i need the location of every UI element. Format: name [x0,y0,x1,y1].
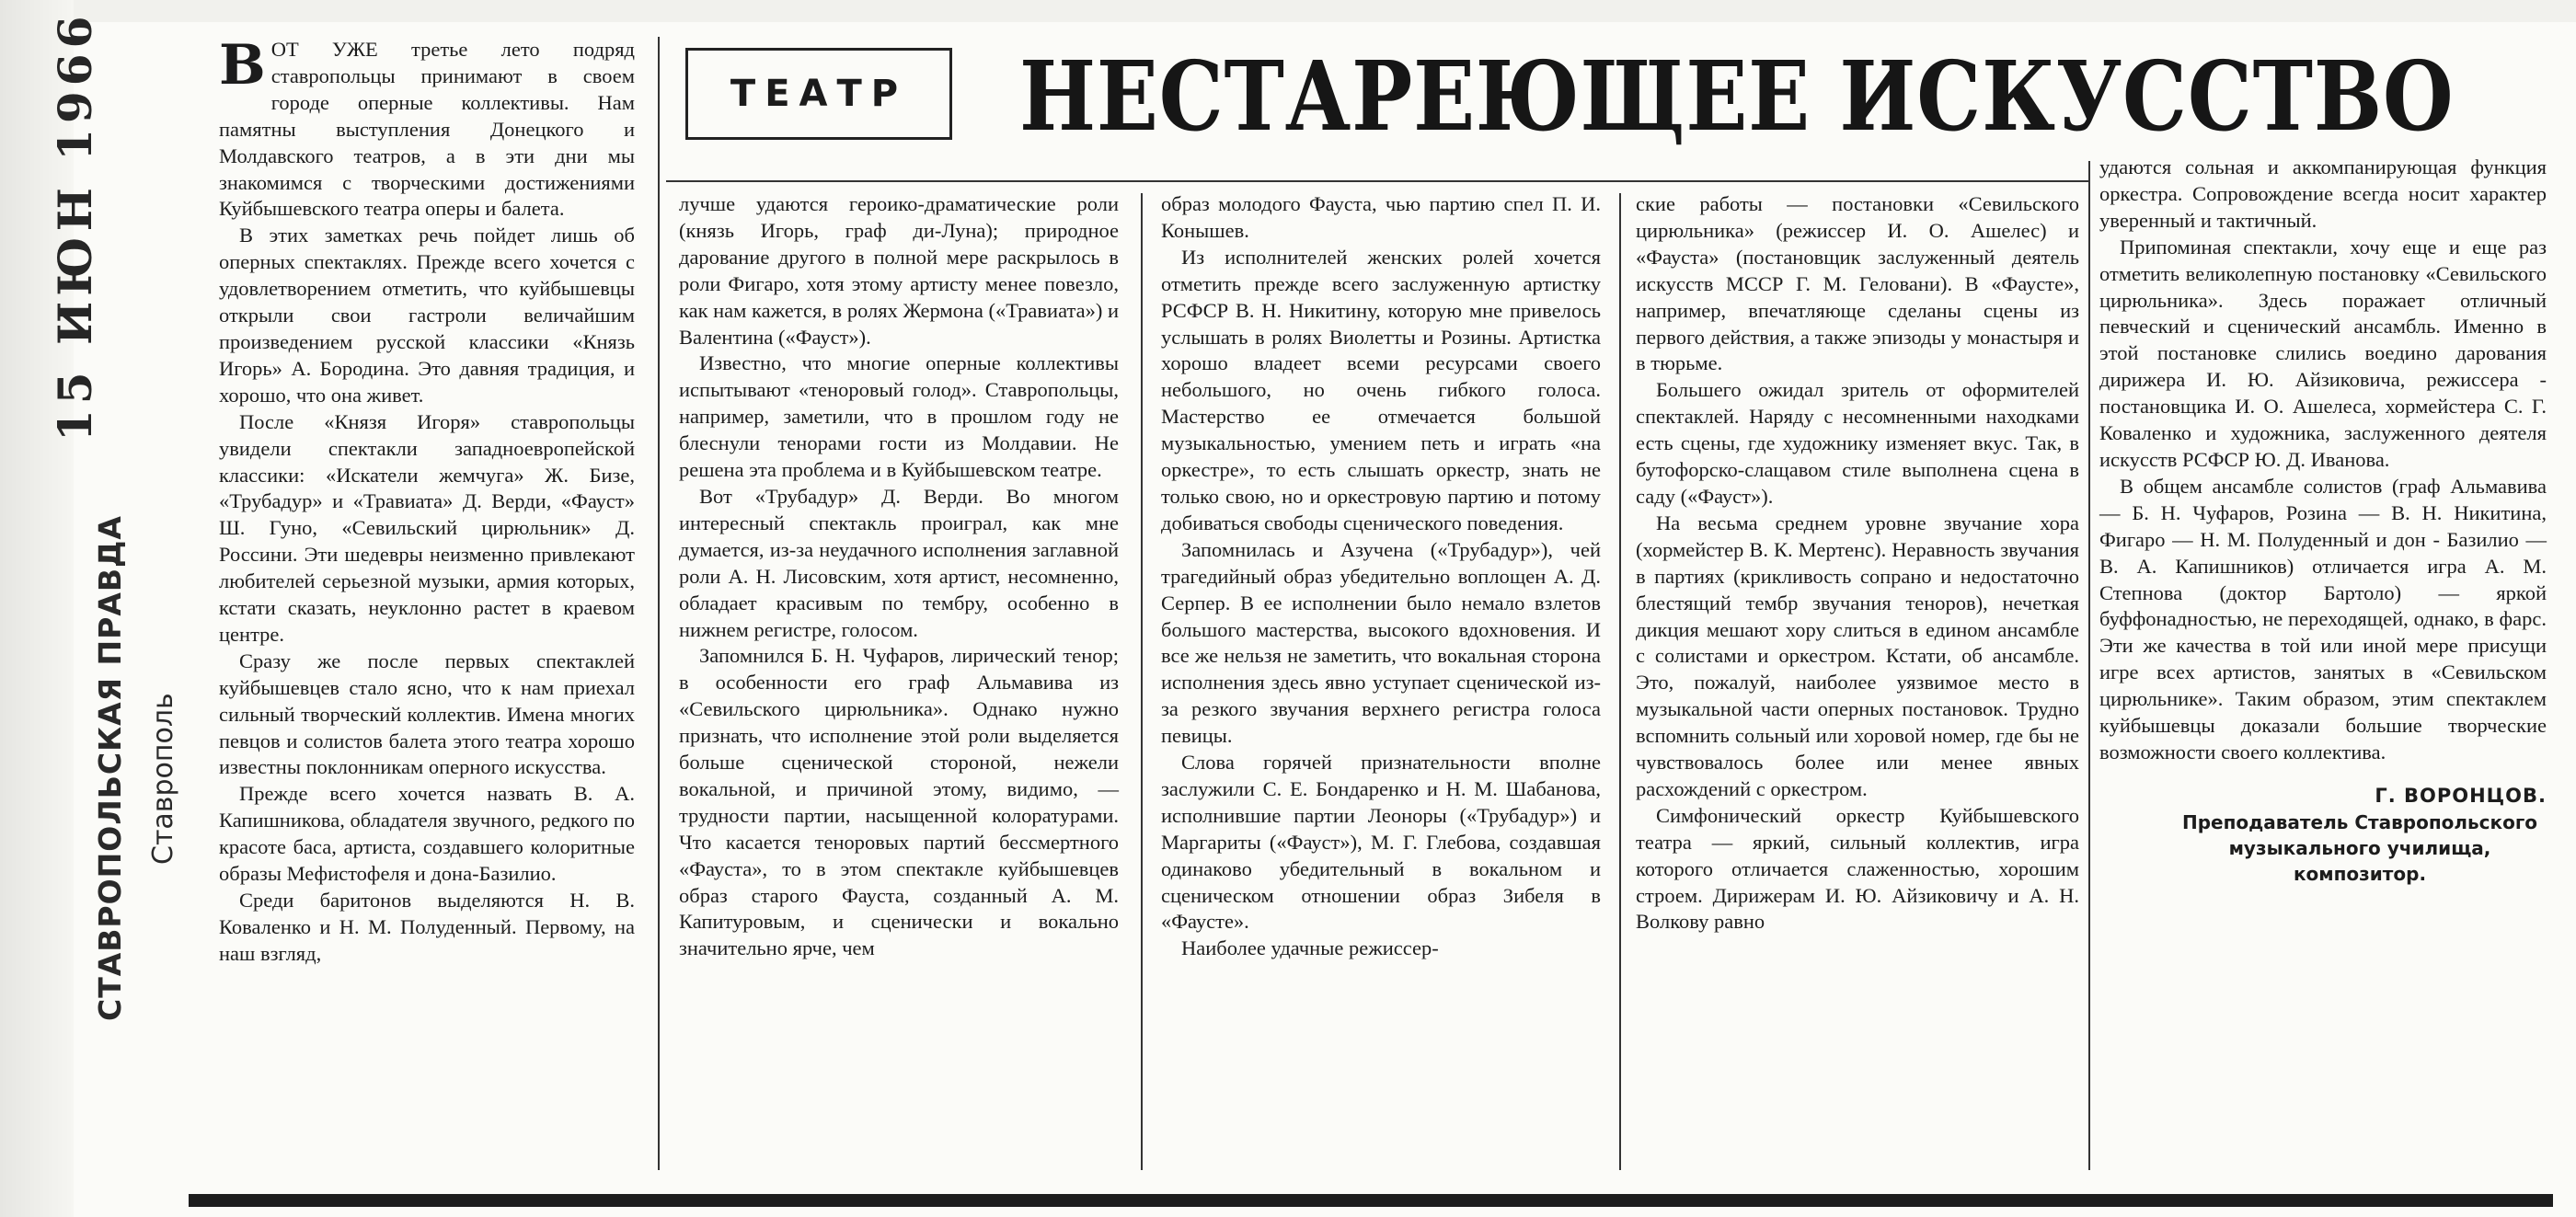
newspaper-name-stamp: СТАВРОПОЛЬСКАЯ ПРАВДА [92,515,128,1021]
header-underline [666,180,2088,182]
column-rule-4 [2088,161,2090,1170]
paragraph: Из исполнителей женских ролей хочется отметить прежде всего заслуженную артистку РСФСР В. Н. Никитину, которую мне привелось услышать в ролях Виолетты и Розины. Артистка хорошо владеет всеми ресурсами своего небольшого, но очень гибкого голоса. Мастерство ее отмечается большой музыкальностью, умением петь и играть «на оркестре», то есть слышать оркестр, знать не только свою, но и оркестровую партию и потому добиваться свободы сценического поведения. [1161,245,1601,534]
paragraph: Среди баритонов выделяются Н. В. Коваленко и Н. М. Полуденный. Первому, на наш взгляд, [219,889,635,965]
paragraph: Слова горячей признательности вполне заслужили С. Е. Бондаренко и Н. М. Шабанова, исполнившие партии Леоноры («Трубадур») и Маргариты («Фауст»), М. Г. Глебова, создавшая одинаково убедительный в вокальном и сценическом отношении образ Зибеля в «Фаусте». [1161,751,1601,934]
paragraph: Сразу же после первых спектаклей куйбышевцев стало ясно, что к нам приехал сильный творческий коллектив. Имена многих певцов и солистов балета этого театра хорошо известны поклонникам оперного искусства. [219,649,635,779]
paragraph: Симфонический оркестр Куйбышевского театра — яркий, сильный коллектив, игра которого отличается слаженностью, хорошим строем. Дирижерам И. Ю. Айзиковичу и А. Н. Волкову равно [1636,803,2079,934]
article-column-2 [679,191,1119,962]
section-rubric: ТЕАТР [685,48,952,140]
paragraph: удаются сольная и аккомпанирующая функция оркестра. Сопровождение всегда носит характер уверенный и тактичный. [2099,155,2547,232]
paragraph: Запомнился Б. Н. Чуфаров, лирический тенор; в особенности его граф Альмавива из «Севильского цирюльника». Однако нужно признать, что исполнение этой роли выделяется больше сценической стороной, нежели вокальной, и причиной этому, видимо, — трудности партии, насыщенной колоратурами. Что касается теноровых партий бессмертного «Фауста», то в этом спектакле куйбышевцев образ старого Фауста, созданный А. М. Капитуровым, и сценически и вокально значительно ярче, чем [679,644,1119,960]
column-rule-2 [1141,193,1143,1170]
column-rule-3 [1619,193,1621,1170]
paragraph: Известно, что многие оперные коллективы испытывают «теноровый голод». Ставропольцы, например, заметили, что в прошлом году не блеснули тенорами гости из Молдавии. Не решена эта проблема и в Куйбышевском театре. [679,351,1119,482]
paragraph: Запомнилась и Азучена («Трубадур»), чей трагедийный образ убедительно воплощен А. Д. Серпер. В ее исполнении было немало взлетов большого мастерства, высокого вдохновения. И все же нельзя не заметить, что вокальная сторона исполнения здесь явно уступает сценической из-за резкого звучания верхнего регистра голоса певицы. [1161,537,1601,748]
drop-cap: В [219,33,266,98]
paragraph: лучше удаются героико-драматические роли (князь Игорь, граф ди-Луна); природное дарование другого в полной мере раскрылось в роли Фигаро, хотя этому артисту менее повезло, как нам кажется, в ролях Жермона («Травиата») и Валентина («Фауст»). [679,192,1119,349]
paragraph: Вот «Трубадур» Д. Верди. Во многом интересный спектакль проиграл, как мне думается, из-за неудачного исполнения заглавной роли А. Н. Лисовским, хотя артист, несомненно, обладает красивым по тембру, особенно в нижнем регистре, голосом. [679,484,1119,641]
paragraph: ские работы — постановки «Севильского цирюльника» (режиссер И. О. Ашелес) и «Фауста» (постановщик заслуженный деятель искусств МССР Г. М. Геловани). В «Фаусте», например, впечатляюще сделаны сцены из первого действия, а также эпизоды у монастыря и в тюрьме. [1636,192,2079,375]
date-stamp: 15 ИЮН 1966 [48,10,102,442]
paragraph: Прежде всего хочется назвать В. А. Капишникова, обладателя звучного, редкого по красоте баса, артиста, создавшего колоритные образы Мефистофеля и дона-Базилио. [219,782,635,886]
paragraph: образ молодого Фауста, чью партию спел П. И. Конышев. [1161,192,1601,242]
city-stamp: Ставрополь [147,693,179,865]
paragraph: Большего ожидал зритель от оформителей спектаклей. Наряду с несомненными находками есть сцены, где художнику изменяет вкус. Так, в бутофорско-слащавом стиле выполнена сцена в саду («Фауст»). [1636,378,2079,508]
author-title: Преподаватель Ставропольского музыкального училища, композитор. [2181,810,2538,885]
bottom-rule [189,1194,2553,1207]
article-column-5 [2099,155,2547,887]
paragraph: После «Князя Игоря» ставропольцы увидели спектакли западноевропейской классики: «Искатели жемчуга» Ж. Бизе, «Трубадур» и «Травиата» Д. Верди, «Фауст» Ш. Гуно, «Севильский цирюльник» Д. Россини. Эти шедевры неизменно привлекают любителей серьезной музыки, армия которых, кстати сказать, неуклонно растет в краевом центре. [219,409,635,646]
paragraph: В этих заметках речь пойдет лишь об оперных спектаклях. Прежде всего хочется с удовлетворением отметить, что куйбышевцы открыли свои гастроли величайшим произведением русской классики «Князь Игорь» А. Бородина. Это давняя традиция, и хорошо, что она живет. [219,224,635,407]
article-column-1 [219,33,635,968]
article-column-3 [1161,191,1601,962]
paragraph: В общем ансамбле солистов (граф Альмавива — Б. Н. Чуфаров, Розина — В. Н. Никитина, Фигаро — Н. М. Полуденный и дон - Базилио — В. А. Капишников) отличается игра А. М. Степнова (доктор Бартоло) — яркой буффонадностью, не переходящей, однако, в фарс. Эти же качества в той или иной мере присущи игре всех артистов, занятых в «Севильском цирюльнике». Таким образом, этим спектаклем куйбышевцы доказали большие творческие возможности своего коллектива. [2099,474,2547,763]
paragraph: На весьма среднем уровне звучание хора (хормейстер В. К. Мертенс). Неравность звучания в партиях (крикливость сопрано и недостаточно блестящий тембр звучания теноров), нечеткая дикция мешают хору слиться в едином ансамбле с солистами и оркестром. Кстати, об ансамбле. Это, пожалуй, наиболее уязвимое место в музыкальной части оперных постановок. Трудно вспомнить сольный или хоровой номер, где бы не чувствовалось более или менее явных расхождений с оркестром. [1636,511,2079,800]
paper-top-edge [0,0,2576,22]
paragraph: ВОТ УЖЕ третье лето подряд ставропольцы принимают в своем городе оперные коллективы. Нам памятны выступления Донецкого и Молдавского театров, а в эти дни мы знакомимся с творческими достижениями Куйбышевского театра оперы и балета. [219,33,635,221]
column-rule-1 [658,37,660,1170]
paragraph: Наиболее удачные режиссер- [1181,936,1439,960]
author-signature: Г. ВОРОНЦОВ. [2375,784,2547,807]
paragraph: Припоминая спектакли, хочу еще и еще раз отметить великолепную постановку «Севильского цирюльника». Здесь поражает отличный певческий и сценический ансамбль. Именно в этой постановке слились воедино дарования дирижера И. Ю. Айзиковича, режиссера - постановщика И. О. Ашелеса, хормейстера С. Г. Коваленко и художника, заслуженного деятеля искусств РСФСР Ю. Д. Иванова. [2099,235,2547,471]
article-column-4 [1636,191,2079,936]
article-headline: НЕСТАРЕЮЩЕЕ ИСКУССТВО [1019,40,2455,153]
